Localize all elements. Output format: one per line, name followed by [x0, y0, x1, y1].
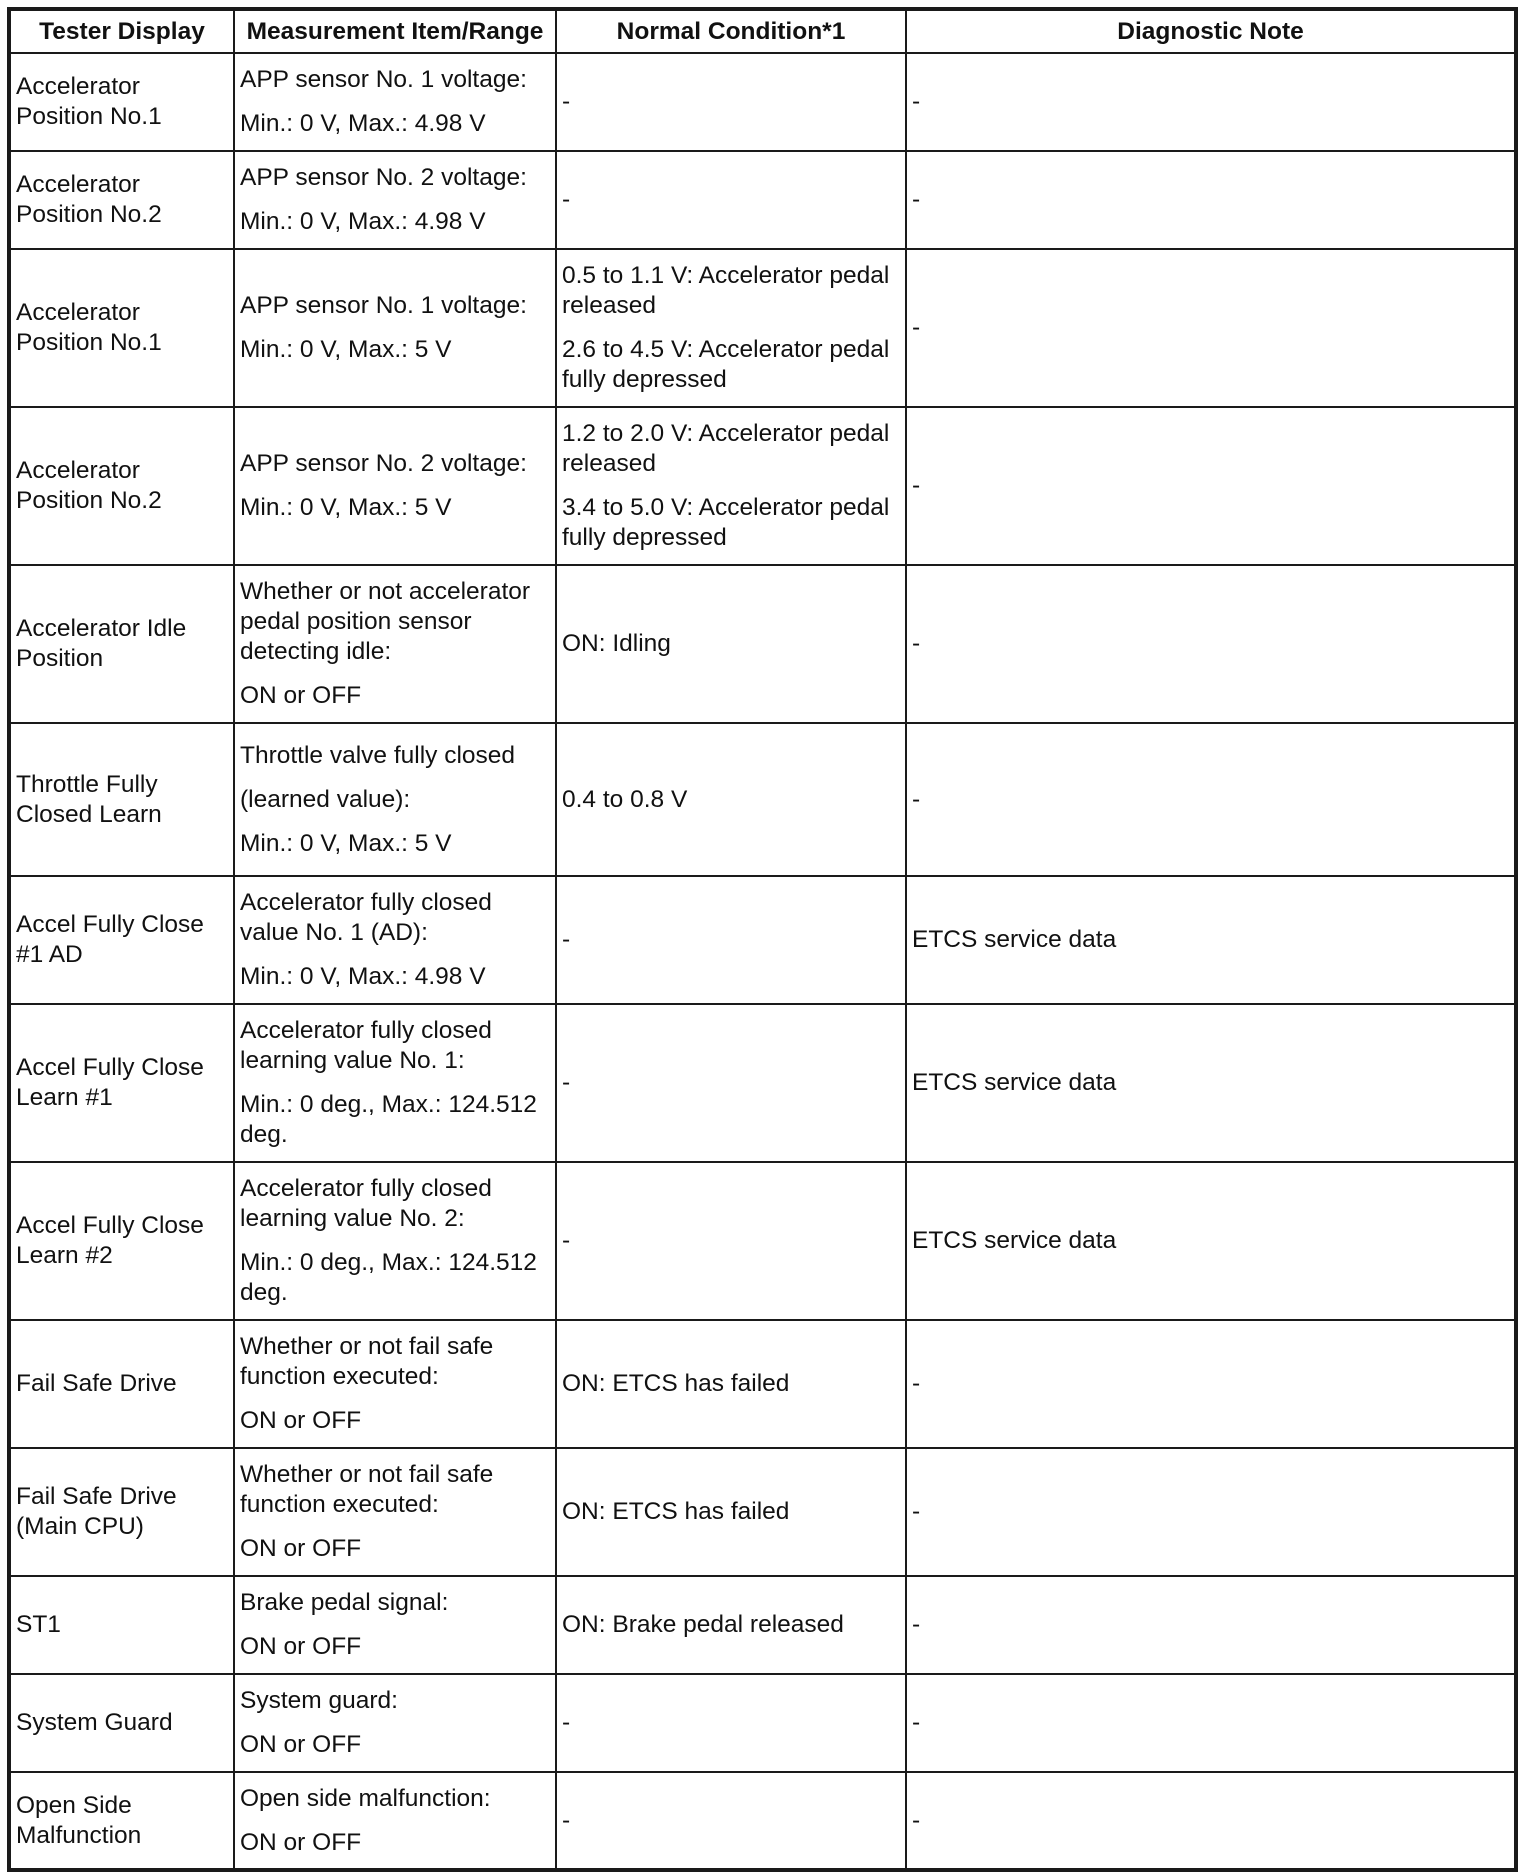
- normal-condition-line: -: [562, 1806, 571, 1834]
- measurement-line: ON or OFF: [240, 682, 362, 709]
- measurement-line: Whether or not accelerator pedal position sensor detecting idle:: [240, 578, 531, 665]
- measurement-line: Min.: 0 V, Max.: 4.98 V: [240, 110, 486, 137]
- table-row: [9, 151, 1516, 249]
- table-row: [9, 565, 1516, 723]
- normal-condition-line: -: [562, 1069, 571, 1096]
- cell-normal-condition: [556, 1772, 906, 1870]
- cell-normal-condition: [556, 53, 906, 151]
- table-row: [9, 1674, 1516, 1772]
- measurement-line: (learned value):: [240, 785, 411, 813]
- cell-tester-display: Fail Safe Drive (Main CPU): [9, 1448, 234, 1576]
- measurement-line: Min.: 0 V, Max.: 5 V: [240, 829, 452, 857]
- measurement-line: ON or OFF: [240, 1828, 362, 1856]
- measurement-line: ON or OFF: [240, 1633, 362, 1660]
- cell-measurement-item: [234, 876, 556, 1004]
- measurement-line: APP sensor No. 2 voltage:: [240, 164, 527, 191]
- cell-normal-condition: [556, 565, 906, 723]
- cell-tester-display: Accelerator Position No.2: [9, 151, 234, 249]
- measurement-line: Min.: 0 V, Max.: 5 V: [240, 494, 452, 521]
- cell-diagnostic-note: -: [906, 249, 1516, 407]
- header-tester-display: Tester Display: [9, 9, 234, 53]
- cell-measurement-item: [234, 407, 556, 565]
- measurement-line: Brake pedal signal:: [240, 1589, 449, 1616]
- header-measurement-item: Measurement Item/Range: [234, 9, 556, 53]
- cell-measurement-item: [234, 151, 556, 249]
- cell-tester-display: Open Side Malfunction: [9, 1772, 234, 1870]
- cell-tester-display: System Guard: [9, 1674, 234, 1772]
- normal-condition-line: -: [562, 186, 571, 213]
- table-row: [9, 1448, 1516, 1576]
- table-row: [9, 407, 1516, 565]
- cell-diagnostic-note: -: [906, 407, 1516, 565]
- table-row: [9, 1162, 1516, 1320]
- table-row: [9, 723, 1516, 876]
- table-body: [9, 53, 1516, 1870]
- measurement-line: APP sensor No. 1 voltage:: [240, 292, 527, 319]
- cell-measurement-item: [234, 1772, 556, 1870]
- normal-condition-line: -: [562, 88, 571, 115]
- cell-measurement-item: [234, 723, 556, 876]
- cell-normal-condition: [556, 1004, 906, 1162]
- cell-tester-display: ST1: [9, 1576, 234, 1674]
- cell-measurement-item: [234, 1448, 556, 1576]
- cell-diagnostic-note: ETCS service data: [906, 1162, 1516, 1320]
- cell-diagnostic-note: -: [906, 1320, 1516, 1448]
- normal-condition-line: -: [562, 926, 571, 953]
- cell-diagnostic-note: ETCS service data: [906, 876, 1516, 1004]
- cell-tester-display: Accelerator Idle Position: [9, 565, 234, 723]
- normal-condition-line: -: [562, 1227, 571, 1254]
- measurement-line: Accelerator fully closed learning value No. 1:: [240, 1017, 492, 1074]
- table-row: [9, 1320, 1516, 1448]
- header-diagnostic-note: Diagnostic Note: [906, 9, 1516, 53]
- cell-diagnostic-note: -: [906, 1448, 1516, 1576]
- measurement-line: ON or OFF: [240, 1731, 362, 1758]
- cell-normal-condition: [556, 1674, 906, 1772]
- cell-tester-display: Accel Fully Close Learn #2: [9, 1162, 234, 1320]
- normal-condition-line: 1.2 to 2.0 V: Accelerator pedal released: [562, 420, 890, 477]
- normal-condition-line: ON: ETCS has failed: [562, 1370, 790, 1397]
- normal-condition-line: 3.4 to 5.0 V: Accelerator pedal fully depressed: [562, 494, 890, 551]
- cell-diagnostic-note: -: [906, 565, 1516, 723]
- cell-normal-condition: [556, 1320, 906, 1448]
- cell-measurement-item: [234, 1162, 556, 1320]
- cell-measurement-item: [234, 1004, 556, 1162]
- table-row: [9, 249, 1516, 407]
- measurement-line: Min.: 0 V, Max.: 4.98 V: [240, 963, 486, 990]
- cell-diagnostic-note: -: [906, 151, 1516, 249]
- cell-tester-display: Throttle Fully Closed Learn: [9, 723, 234, 876]
- table-row: [9, 1004, 1516, 1162]
- measurement-line: APP sensor No. 2 voltage:: [240, 450, 527, 477]
- normal-condition-line: -: [562, 1709, 571, 1736]
- cell-measurement-item: [234, 1674, 556, 1772]
- cell-tester-display: Accel Fully Close #1 AD: [9, 876, 234, 1004]
- cell-normal-condition: [556, 407, 906, 565]
- normal-condition-line: ON: Idling: [562, 630, 671, 657]
- measurement-line: Min.: 0 deg., Max.: 124.512 deg.: [240, 1091, 537, 1148]
- data-list-table: [7, 7, 1518, 1872]
- measurement-line: Min.: 0 deg., Max.: 124.512 deg.: [240, 1249, 537, 1306]
- measurement-line: APP sensor No. 1 voltage:: [240, 66, 527, 93]
- cell-tester-display: Fail Safe Drive: [9, 1320, 234, 1448]
- normal-condition-line: 0.5 to 1.1 V: Accelerator pedal released: [562, 262, 890, 319]
- table-row: [9, 1772, 1516, 1870]
- measurement-line: ON or OFF: [240, 1535, 362, 1562]
- cell-diagnostic-note: -: [906, 1674, 1516, 1772]
- cell-measurement-item: [234, 53, 556, 151]
- cell-measurement-item: [234, 1576, 556, 1674]
- cell-diagnostic-note: -: [906, 1576, 1516, 1674]
- cell-diagnostic-note: ETCS service data: [906, 1004, 1516, 1162]
- measurement-line: Min.: 0 V, Max.: 5 V: [240, 336, 452, 363]
- cell-diagnostic-note: -: [906, 53, 1516, 151]
- table-header-row: [9, 9, 1516, 53]
- measurement-line: Accelerator fully closed value No. 1 (AD):: [240, 889, 492, 946]
- cell-measurement-item: [234, 249, 556, 407]
- cell-tester-display: Accelerator Position No.1: [9, 53, 234, 151]
- measurement-line: ON or OFF: [240, 1407, 362, 1434]
- cell-normal-condition: [556, 249, 906, 407]
- measurement-line: Open side malfunction:: [240, 1784, 491, 1812]
- measurement-line: Accelerator fully closed learning value No. 2:: [240, 1175, 492, 1232]
- cell-tester-display: Accel Fully Close Learn #1: [9, 1004, 234, 1162]
- cell-measurement-item: [234, 1320, 556, 1448]
- cell-normal-condition: [556, 723, 906, 876]
- measurement-line: System guard:: [240, 1687, 398, 1714]
- cell-measurement-item: [234, 565, 556, 723]
- cell-normal-condition: [556, 1162, 906, 1320]
- measurement-line: Min.: 0 V, Max.: 4.98 V: [240, 208, 486, 235]
- table-row: [9, 53, 1516, 151]
- cell-normal-condition: [556, 1448, 906, 1576]
- table-row: [9, 1576, 1516, 1674]
- normal-condition-line: ON: ETCS has failed: [562, 1498, 790, 1525]
- cell-normal-condition: [556, 876, 906, 1004]
- cell-diagnostic-note: -: [906, 1772, 1516, 1870]
- cell-tester-display: Accelerator Position No.2: [9, 407, 234, 565]
- measurement-line: Whether or not fail safe function executed:: [240, 1461, 494, 1518]
- cell-diagnostic-note: -: [906, 723, 1516, 876]
- normal-condition-line: 0.4 to 0.8 V: [562, 785, 688, 813]
- normal-condition-line: ON: Brake pedal released: [562, 1611, 844, 1638]
- cell-normal-condition: [556, 151, 906, 249]
- measurement-line: Whether or not fail safe function executed:: [240, 1333, 494, 1390]
- header-normal-condition: Normal Condition*1: [556, 9, 906, 53]
- table-row: [9, 876, 1516, 1004]
- cell-normal-condition: [556, 1576, 906, 1674]
- normal-condition-line: 2.6 to 4.5 V: Accelerator pedal fully depressed: [562, 336, 890, 393]
- measurement-line: Throttle valve fully closed: [240, 741, 516, 769]
- cell-tester-display: Accelerator Position No.1: [9, 249, 234, 407]
